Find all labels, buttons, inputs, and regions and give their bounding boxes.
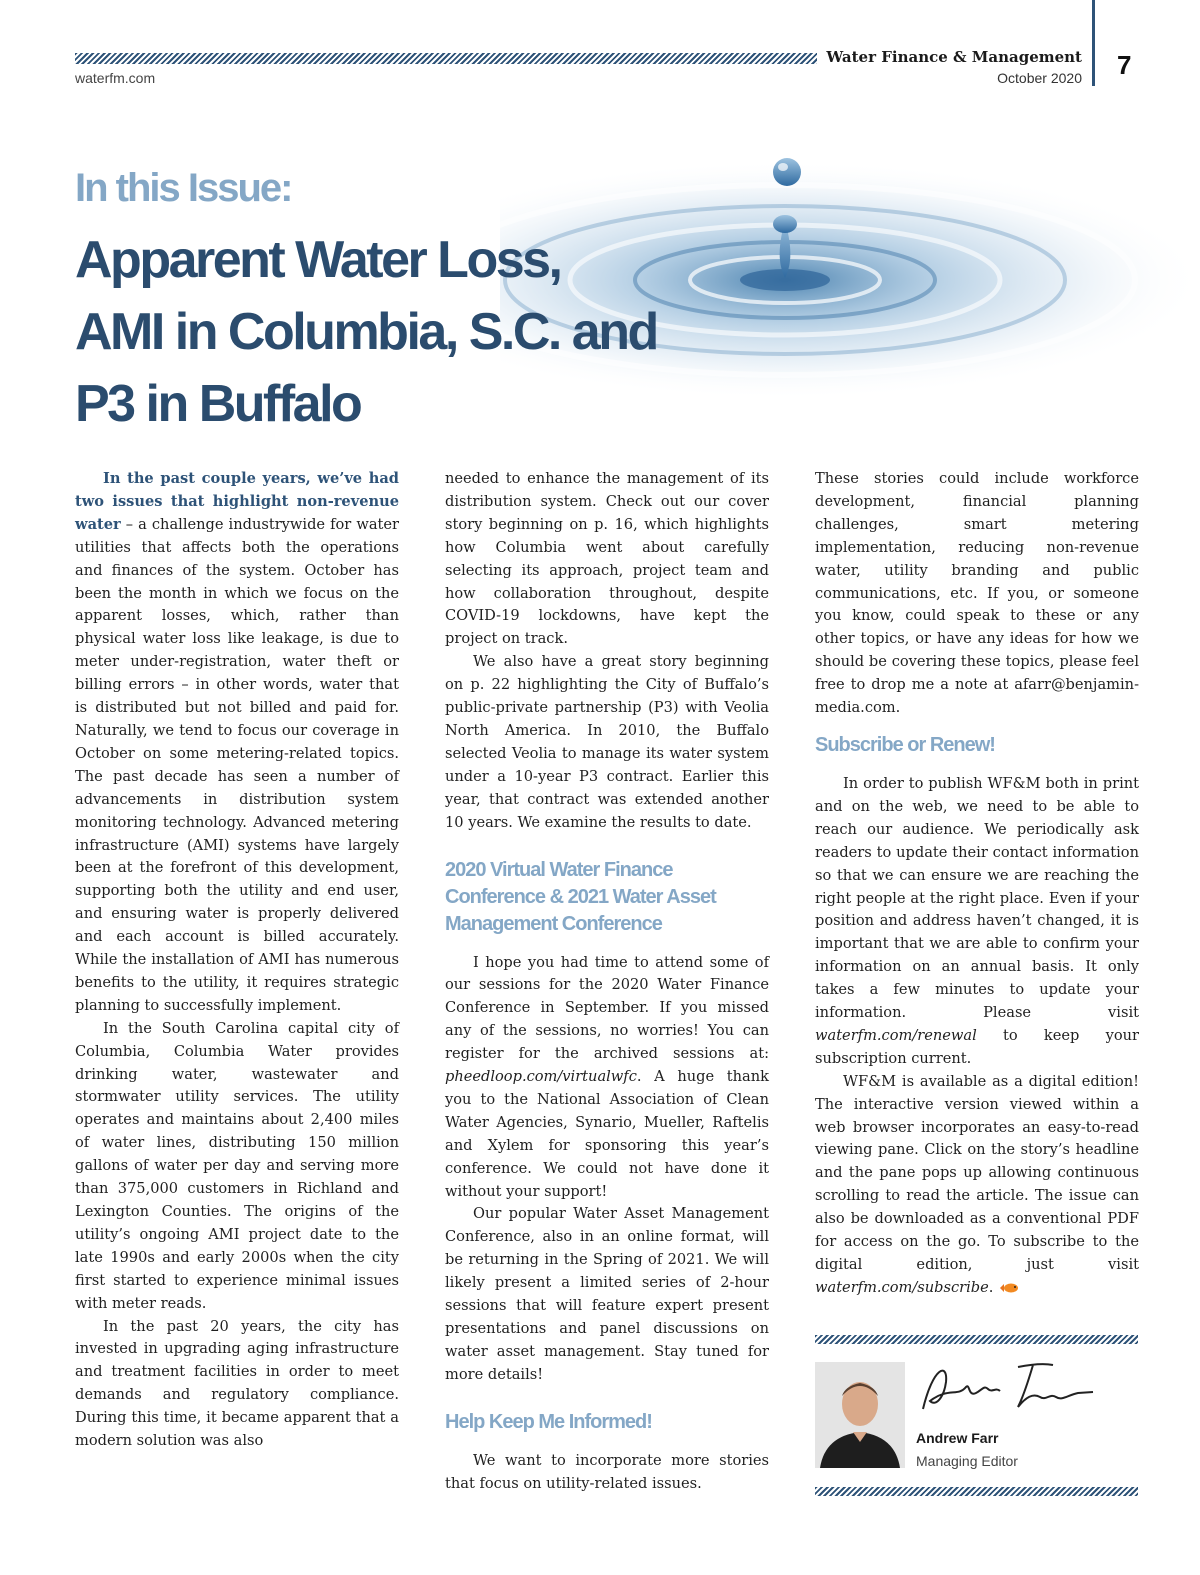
header-hatch-rule xyxy=(75,53,817,64)
editor-name: Andrew Farr xyxy=(916,1430,999,1446)
article-column-2 xyxy=(445,468,769,1496)
goldfish-icon xyxy=(998,1281,1020,1295)
website-url: waterfm.com xyxy=(75,70,156,86)
subhead-keep-informed: Help Keep Me Informed! xyxy=(445,1410,652,1433)
signature-hatch-rule-top xyxy=(815,1335,1138,1344)
article-paragraph: In the South Carolina capital city of Columbia, Columbia Water provides drinking water, wastewater and stormwater utility services. The utility operates and maintains about 2,400 miles of water lines, distributing 150 million gallons of water per day and serving more than 375,000 customers in Richland and Lexington Counties. The origins of the utility’s ongoing AMI project date to the late 1990s and early 2000s when the city first started to experience minimal issues with meter reads. xyxy=(75,1019,399,1312)
article-paragraph: We want to incorporate more stories that focus on utility-related issues. xyxy=(445,1451,769,1492)
article-paragraph: We also have a great story beginning on p. 22 highlighting the City of Buffalo’s public-private partnership (P3) with Veolia North America. In 2010, the Buffalo selected Veolia to manage its water system under a 10-year P3 contract. Earlier this year, that contract was extended another 10 years. We examine the results to date. xyxy=(445,653,769,831)
issue-kicker: In this Issue: xyxy=(75,166,292,210)
article-paragraph: In order to publish WF&M both in print and on the web, we need to be able to reach our audience. We periodically ask readers to update their contact information so that we can ensure we are reaching the right people at the right place. Even if your position and address haven’t changed, it is important that we are able to confirm your information on an annual basis. It only takes a few minutes to update your information. Please visit waterfm.com/renewal to keep your subscription current. xyxy=(815,774,1139,1067)
article-paragraph: These stories could include workforce development, financial planning challenges, smart metering implementation, reducing non-revenue water, utility branding and public communications, etc. If you, or someone you know, could speak to these or any other topics, or have any ideas for how we should be covering these topics, please feel free to drop me a note at afarr@benjamin-media.com. xyxy=(815,470,1139,717)
editor-title: Managing Editor xyxy=(916,1453,1018,1469)
article-paragraph: Our popular Water Asset Management Conference, also in an online format, will be returning in the Spring of 2021. We will likely present a limited series of 2-hour sessions that will feature expert present presentations and panel discussions on water asset management. Stay tuned for more details! xyxy=(445,1205,769,1383)
editor-signature xyxy=(918,1357,1098,1417)
publication-name: Water Finance & Management xyxy=(826,48,1082,66)
article-paragraph: In the past 20 years, the city has invested in upgrading aging infrastructure and treatment facilities in order to meet demands and regulatory compliance. During this time, it became apparent that a modern solution was also xyxy=(75,1317,399,1450)
headline-line-2: AMI in Columbia, S.C. and xyxy=(75,303,657,361)
headline-line-1: Apparent Water Loss, xyxy=(75,231,561,289)
article-column-1 xyxy=(75,468,399,1453)
article-paragraph: needed to enhance the management of its distribution system. Check out our cover story beginning on p. 16, which highlights how Columbia went about carefully selecting its approach, project team and how collaboration throughout, despite COVID-19 lockdowns, have kept the project on track. xyxy=(445,470,769,648)
conference-link[interactable]: pheedloop.com/virtualwfc xyxy=(445,1068,637,1086)
page-title xyxy=(75,224,715,440)
lead-in: In the past couple years, we’ve had two issues that highlight non-revenue water xyxy=(75,470,399,533)
article-column-3 xyxy=(815,468,1139,1300)
signature-hatch-rule-bottom xyxy=(815,1487,1138,1496)
page-number: 7 xyxy=(1117,50,1132,80)
renewal-link[interactable]: waterfm.com/renewal xyxy=(815,1026,977,1044)
subhead-subscribe: Subscribe or Renew! xyxy=(815,733,995,756)
article-paragraph: In the past couple years, we’ve had two issues that highlight non-revenue water – a challenge industrywide for water utilities that affects both the operations and finances of the system. October has been the month in which we focus on the apparent losses, which, rather than physical water loss like leakage, is due to meter under-registration, water theft or billing errors – in other words, water that is distributed but not billed and paid for. Naturally, we tend to focus our coverage in October on some metering-related topics. The past decade has seen a number of advancements in distribution system monitoring technology. Advanced metering infrastructure (AMI) systems have largely been at the forefront of this development, supporting both the utility and end user, and ensuring water is properly delivered and each account is billed accurately. While the installation of AMI has numerous benefits to the utility, it requires strategic planning to successfully implement. xyxy=(75,470,399,1014)
subhead-conferences: 2020 Virtual Water Finance Conference & 2021 Water Asset Management Conference xyxy=(445,858,716,935)
editor-photo xyxy=(815,1362,905,1468)
subscribe-link[interactable]: waterfm.com/subscribe xyxy=(815,1278,989,1296)
header-vertical-rule xyxy=(1092,0,1095,86)
issue-date: October 2020 xyxy=(997,70,1082,86)
headline-line-3: P3 in Buffalo xyxy=(75,375,361,433)
article-paragraph: WF&M is available as a digital edition! The interactive version viewed within a web browser incorporates an easy-to-read viewing pane. Click on the story’s headline and the pane pops up allowing continuous scrolling to read the article. The issue can also be downloaded as a conventional PDF for access on the go. To subscribe to the digital edition, just visit waterfm.com/subscribe. xyxy=(815,1072,1139,1296)
article-paragraph: I hope you had time to attend some of our sessions for the 2020 Water Finance Conference in September. If you missed any of the sessions, no worries! You can register for the archived sessions at: pheedloop.com/virtualwfc. A huge thank you to the National Association of Clean Water Agencies, Synario, Mueller, Raftelis and Xylem for sponsoring this year’s conference. We could not have done it without your support! xyxy=(445,953,769,1200)
